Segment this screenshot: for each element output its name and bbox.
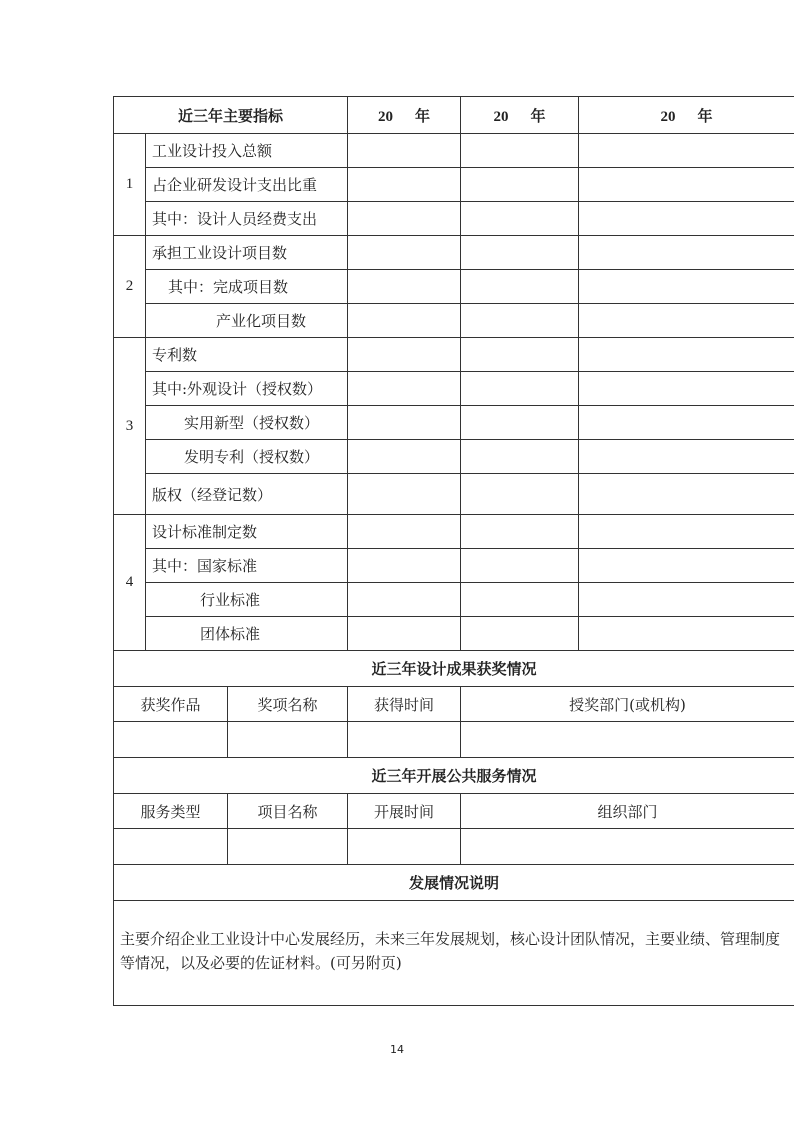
value-cell[interactable] xyxy=(461,549,579,583)
table-row xyxy=(114,304,794,338)
row-label: 团体标准 xyxy=(146,617,348,651)
awards-section-header xyxy=(114,651,794,687)
group-number: 1 xyxy=(114,134,146,236)
row-label: 占企业研发设计支出比重 xyxy=(146,168,348,202)
page-number: 14 xyxy=(390,1043,404,1056)
value-cell[interactable] xyxy=(579,549,794,583)
table-row xyxy=(114,583,794,617)
value-cell[interactable] xyxy=(461,583,579,617)
table-row xyxy=(114,168,794,202)
awards-title: 近三年设计成果获奖情况 xyxy=(114,651,794,687)
value-cell[interactable] xyxy=(348,474,461,515)
value-cell[interactable] xyxy=(579,474,794,515)
development-title: 发展情况说明 xyxy=(114,865,794,901)
column-header: 服务类型 xyxy=(114,794,228,829)
entry-cell[interactable] xyxy=(348,722,461,758)
value-cell[interactable] xyxy=(461,338,579,372)
column-header: 开展时间 xyxy=(348,794,461,829)
value-cell[interactable] xyxy=(348,236,461,270)
value-cell[interactable] xyxy=(348,372,461,406)
table-row xyxy=(114,549,794,583)
value-cell[interactable] xyxy=(461,270,579,304)
value-cell[interactable] xyxy=(348,583,461,617)
table-row xyxy=(114,617,794,651)
group-number: 2 xyxy=(114,236,146,338)
value-cell[interactable] xyxy=(461,168,579,202)
value-cell[interactable] xyxy=(579,134,794,168)
value-cell[interactable] xyxy=(348,134,461,168)
indicator-form-table xyxy=(113,96,794,1006)
row-label: 专利数 xyxy=(146,338,348,372)
row-label: 发明专利（授权数） xyxy=(146,440,348,474)
value-cell[interactable] xyxy=(348,617,461,651)
value-cell[interactable] xyxy=(348,338,461,372)
column-header: 奖项名称 xyxy=(228,687,348,722)
header-title: 近三年主要指标 xyxy=(114,97,348,134)
column-header: 获奖作品 xyxy=(114,687,228,722)
entry-cell[interactable] xyxy=(228,829,348,865)
value-cell[interactable] xyxy=(348,515,461,549)
value-cell[interactable] xyxy=(461,134,579,168)
value-cell[interactable] xyxy=(579,236,794,270)
development-section-header xyxy=(114,865,794,901)
column-header: 组织部门 xyxy=(461,794,794,829)
table-row xyxy=(114,440,794,474)
table-row xyxy=(114,236,794,270)
row-label: 其中：国家标准 xyxy=(146,549,348,583)
awards-entry-row xyxy=(114,722,794,758)
table-row xyxy=(114,338,794,372)
value-cell[interactable] xyxy=(348,406,461,440)
value-cell[interactable] xyxy=(579,617,794,651)
value-cell[interactable] xyxy=(579,168,794,202)
value-cell[interactable] xyxy=(461,440,579,474)
entry-cell[interactable] xyxy=(114,829,228,865)
table-row xyxy=(114,474,794,515)
services-columns-row xyxy=(114,794,794,829)
value-cell[interactable] xyxy=(579,515,794,549)
value-cell[interactable] xyxy=(579,202,794,236)
row-label: 产业化项目数 xyxy=(146,304,348,338)
column-header: 项目名称 xyxy=(228,794,348,829)
awards-columns-row xyxy=(114,687,794,722)
value-cell[interactable] xyxy=(348,304,461,338)
row-label: 行业标准 xyxy=(146,583,348,617)
value-cell[interactable] xyxy=(579,583,794,617)
table-row xyxy=(114,270,794,304)
year-1-header: 20 年 xyxy=(348,97,461,134)
services-section-header xyxy=(114,758,794,794)
value-cell[interactable] xyxy=(461,474,579,515)
column-header: 获得时间 xyxy=(348,687,461,722)
row-label: 版权（经登记数） xyxy=(146,474,348,515)
year-2-header: 20 年 xyxy=(461,97,579,134)
group-number: 3 xyxy=(114,338,146,515)
value-cell[interactable] xyxy=(348,270,461,304)
entry-cell[interactable] xyxy=(461,722,794,758)
value-cell[interactable] xyxy=(579,338,794,372)
value-cell[interactable] xyxy=(461,406,579,440)
value-cell[interactable] xyxy=(461,236,579,270)
value-cell[interactable] xyxy=(579,440,794,474)
table-row xyxy=(114,406,794,440)
table-row xyxy=(114,515,794,549)
value-cell[interactable] xyxy=(461,515,579,549)
row-label: 其中：完成项目数 xyxy=(146,270,348,304)
row-label: 设计标准制定数 xyxy=(146,515,348,549)
column-header: 授奖部门(或机构) xyxy=(461,687,794,722)
entry-cell[interactable] xyxy=(114,722,228,758)
value-cell[interactable] xyxy=(579,406,794,440)
services-entry-row xyxy=(114,829,794,865)
table-row xyxy=(114,202,794,236)
row-label: 工业设计投入总额 xyxy=(146,134,348,168)
value-cell[interactable] xyxy=(348,168,461,202)
row-label: 实用新型（授权数） xyxy=(146,406,348,440)
value-cell[interactable] xyxy=(579,372,794,406)
year-3-header: 20 年 xyxy=(579,97,794,134)
value-cell[interactable] xyxy=(348,202,461,236)
row-label: 其中：设计人员经费支出 xyxy=(146,202,348,236)
entry-cell[interactable] xyxy=(461,829,794,865)
services-title: 近三年开展公共服务情况 xyxy=(114,758,794,794)
value-cell[interactable] xyxy=(579,270,794,304)
value-cell[interactable] xyxy=(461,617,579,651)
value-cell[interactable] xyxy=(348,440,461,474)
development-description[interactable]: 主要介绍企业工业设计中心发展经历，未来三年发展规划，核心设计团队情况，主要业绩、管理制度等情况，以及必要的佐证材料。(可另附页) xyxy=(114,901,794,1006)
value-cell[interactable] xyxy=(461,304,579,338)
value-cell[interactable] xyxy=(461,372,579,406)
header-row xyxy=(114,97,794,134)
entry-cell[interactable] xyxy=(228,722,348,758)
table-row xyxy=(114,134,794,168)
development-description-row xyxy=(114,901,794,1006)
group-number: 4 xyxy=(114,515,146,651)
entry-cell[interactable] xyxy=(348,829,461,865)
table-row xyxy=(114,372,794,406)
value-cell[interactable] xyxy=(579,304,794,338)
row-label: 承担工业设计项目数 xyxy=(146,236,348,270)
row-label: 其中:外观设计（授权数） xyxy=(146,372,348,406)
value-cell[interactable] xyxy=(348,549,461,583)
value-cell[interactable] xyxy=(461,202,579,236)
